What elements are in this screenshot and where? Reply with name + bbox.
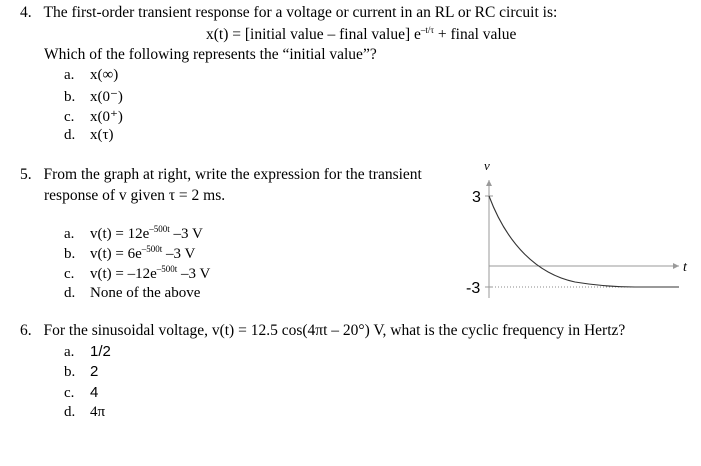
q4-option-c-text: x(0⁺) <box>90 109 123 125</box>
q5-option-a[interactable] <box>64 224 203 243</box>
q4-option-b-text: x(0⁻) <box>90 89 123 105</box>
q4-option-d-label: d. <box>64 127 76 143</box>
q5-option-b-exp: –500t <box>141 244 163 254</box>
q5-option-a-label: a. <box>64 226 75 242</box>
q5-question <box>20 166 422 184</box>
q5-option-c-post: –3 V <box>177 266 211 282</box>
q5-option-c[interactable] <box>64 264 210 283</box>
q5-option-c-label: c. <box>64 266 75 282</box>
q6-option-b-text: 2 <box>90 363 99 380</box>
q4-formula-rhs: + final value <box>434 26 517 43</box>
q5-option-a-pre: v(t) = 12e <box>90 226 150 242</box>
q4-option-a-text: x(∞) <box>90 67 119 83</box>
q5-option-b[interactable] <box>64 244 195 263</box>
q4-option-a[interactable] <box>64 67 118 84</box>
q5-option-c-exp: –500t <box>156 264 178 274</box>
q4-option-d-text: x(τ) <box>90 127 114 143</box>
q4-formula-lhs: x(t) = [initial value – final value] e <box>206 26 421 43</box>
q5-option-b-label: b. <box>64 246 76 262</box>
q5-option-b-pre: v(t) = 6e <box>90 246 142 262</box>
q5-option-d-label: d. <box>64 285 76 301</box>
q5-option-d-text: None of the above <box>90 285 201 301</box>
q6-option-a-label: a. <box>64 344 75 360</box>
q6-text: For the sinusoidal voltage, v(t) = 12.5 cos(4πt – 20°) V, what is the cyclic frequency in Hertz? <box>43 322 626 339</box>
q6-number: 6. <box>20 322 32 339</box>
q4-text: The first-order transient response for a voltage or current in an RL or RC circuit is: <box>43 4 558 21</box>
q5-option-d[interactable] <box>64 285 200 302</box>
tick-top-label: 3 <box>472 189 481 206</box>
q4-question <box>20 4 557 22</box>
q6-option-b-label: b. <box>64 364 76 380</box>
q4-option-d[interactable] <box>64 127 114 144</box>
q4-prompt: Which of the following represents the “initial value”? <box>44 46 377 63</box>
q6-option-d-label: d. <box>64 404 76 420</box>
q5-transient-graph <box>455 156 695 306</box>
q4-option-b[interactable] <box>64 87 123 106</box>
q5-option-a-exp: –500t <box>149 224 170 234</box>
decay-curve <box>489 196 635 287</box>
tick-bottom-label: -3 <box>466 280 481 297</box>
q6-option-c[interactable] <box>64 384 98 402</box>
q4-option-b-label: b. <box>64 89 76 105</box>
q6-option-a[interactable] <box>64 343 111 361</box>
y-axis-label: v <box>484 158 490 173</box>
q4-formula-exponent: –t/τ <box>420 25 435 35</box>
q5-line2: response of v given τ = 2 ms. <box>44 187 226 204</box>
q5-option-b-post: –3 V <box>162 246 196 262</box>
q5-option-c-pre: v(t) = –12e <box>90 266 157 282</box>
q6-option-d[interactable] <box>64 404 105 421</box>
q4-number: 4. <box>20 4 32 21</box>
q4-option-a-label: a. <box>64 67 75 83</box>
q5-line1: From the graph at right, write the expression for the transient <box>43 166 422 183</box>
q4-formula <box>206 25 516 44</box>
q6-option-c-label: c. <box>64 385 75 401</box>
x-axis-arrowhead <box>673 263 679 269</box>
y-axis-arrowhead <box>486 180 492 186</box>
q4-option-c-label: c. <box>64 109 75 125</box>
x-axis-label: t <box>683 260 687 275</box>
q6-option-c-text: 4 <box>90 384 99 401</box>
q6-option-d-text: 4π <box>90 404 106 420</box>
q5-number: 5. <box>20 166 32 183</box>
q5-option-a-post: –3 V <box>169 226 203 242</box>
q6-option-b[interactable] <box>64 363 98 381</box>
q4-option-c[interactable] <box>64 107 123 126</box>
q6-option-a-text: 1/2 <box>90 343 111 360</box>
q6-question <box>20 322 625 340</box>
